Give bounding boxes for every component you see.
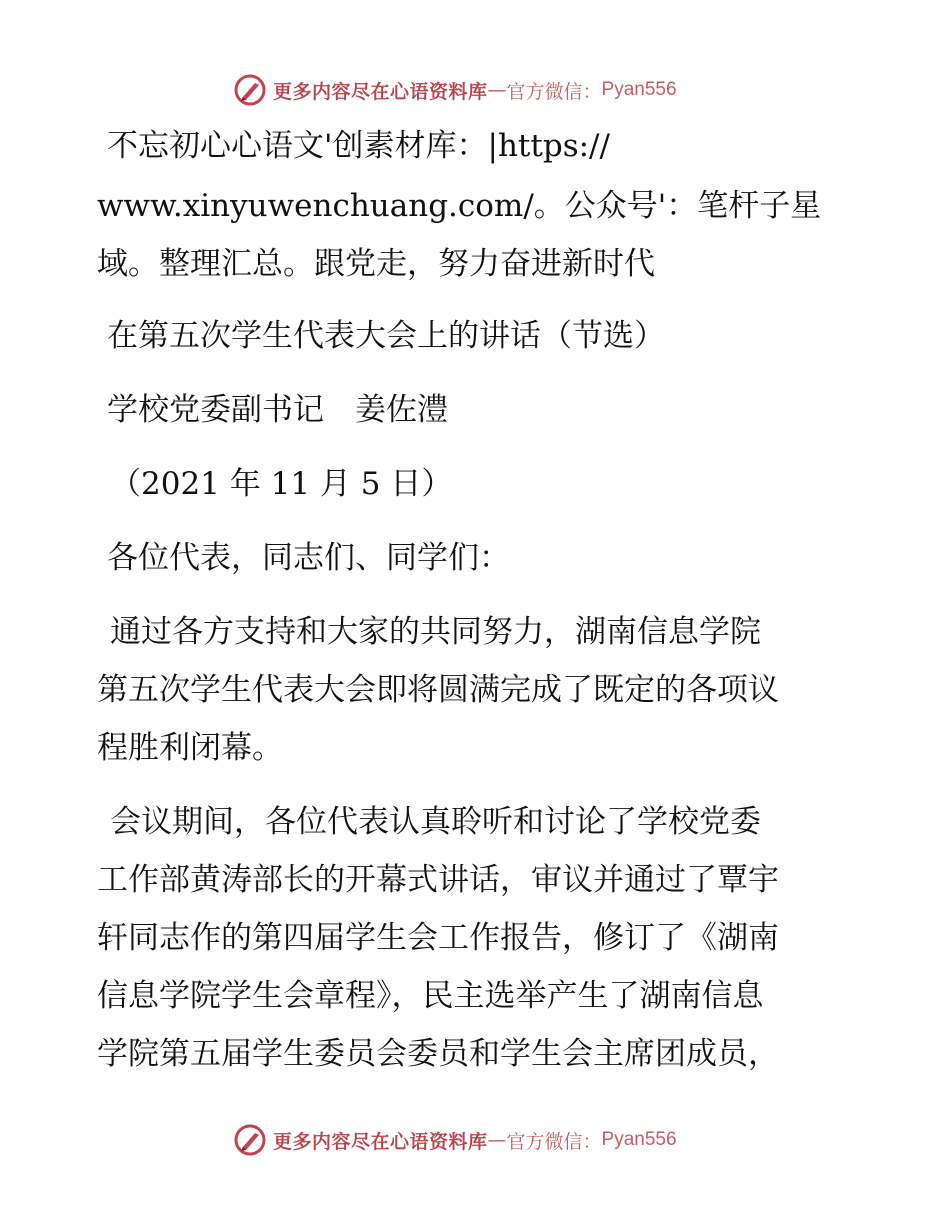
- watermark-official-label: 官方微信：: [506, 80, 602, 103]
- pen-logo-icon: [233, 1123, 267, 1157]
- watermark-top: [233, 72, 677, 108]
- paragraph-1-line-1: 通过各方支持和大家的共同努力，湖南信息学院: [110, 614, 761, 650]
- speech-greeting: 各位代表，同志们、同学们：: [107, 540, 510, 576]
- speech-date: （2021 年 11 月 5 日）: [110, 466, 453, 502]
- paragraph-2-line-4: 信息学院学生会章程》，民主选举产生了湖南信息: [97, 978, 764, 1014]
- speech-speaker: 学校党委副书记 姜佐澧: [107, 392, 448, 428]
- watermark-official-label: 官方微信：: [506, 1130, 602, 1153]
- watermark-separator: —: [487, 79, 507, 101]
- watermark-wechat-id: Pyan556: [601, 79, 677, 100]
- paragraph-2-line-5: 学院第五届学生委员会委员和学生会主席团成员，: [97, 1036, 779, 1072]
- paragraph-2-line-2: 工作部黄涛部长的开幕式讲话，审议并通过了覃宇: [97, 862, 779, 898]
- header-line-2: www.xinyuwenchuang.com/。公众号'：笔杆子星: [97, 188, 822, 224]
- watermark-separator: —: [487, 1129, 507, 1151]
- watermark-wechat-id: Pyan556: [601, 1129, 677, 1150]
- paragraph-2-line-3: 轩同志作的第四届学生会工作报告，修订了《湖南: [97, 920, 779, 956]
- watermark-text: 更多内容尽在心语资料库: [273, 1130, 488, 1153]
- watermark-text: 更多内容尽在心语资料库: [273, 80, 488, 103]
- paragraph-1-line-2: 第五次学生代表大会即将圆满完成了既定的各项议: [97, 672, 779, 708]
- paragraph-2-line-1: 会议期间，各位代表认真聆听和讨论了学校党委: [110, 804, 761, 840]
- watermark-bottom: [233, 1122, 677, 1158]
- speech-title: 在第五次学生代表大会上的讲话（节选）: [107, 318, 665, 354]
- header-line-3: 域。整理汇总。跟党走，努力奋进新时代: [97, 246, 655, 282]
- header-line-1: 不忘初心心语文'创素材库：|https://: [107, 128, 610, 164]
- pen-logo-icon: [233, 73, 267, 107]
- paragraph-1-line-3: 程胜利闭幕。: [97, 730, 283, 766]
